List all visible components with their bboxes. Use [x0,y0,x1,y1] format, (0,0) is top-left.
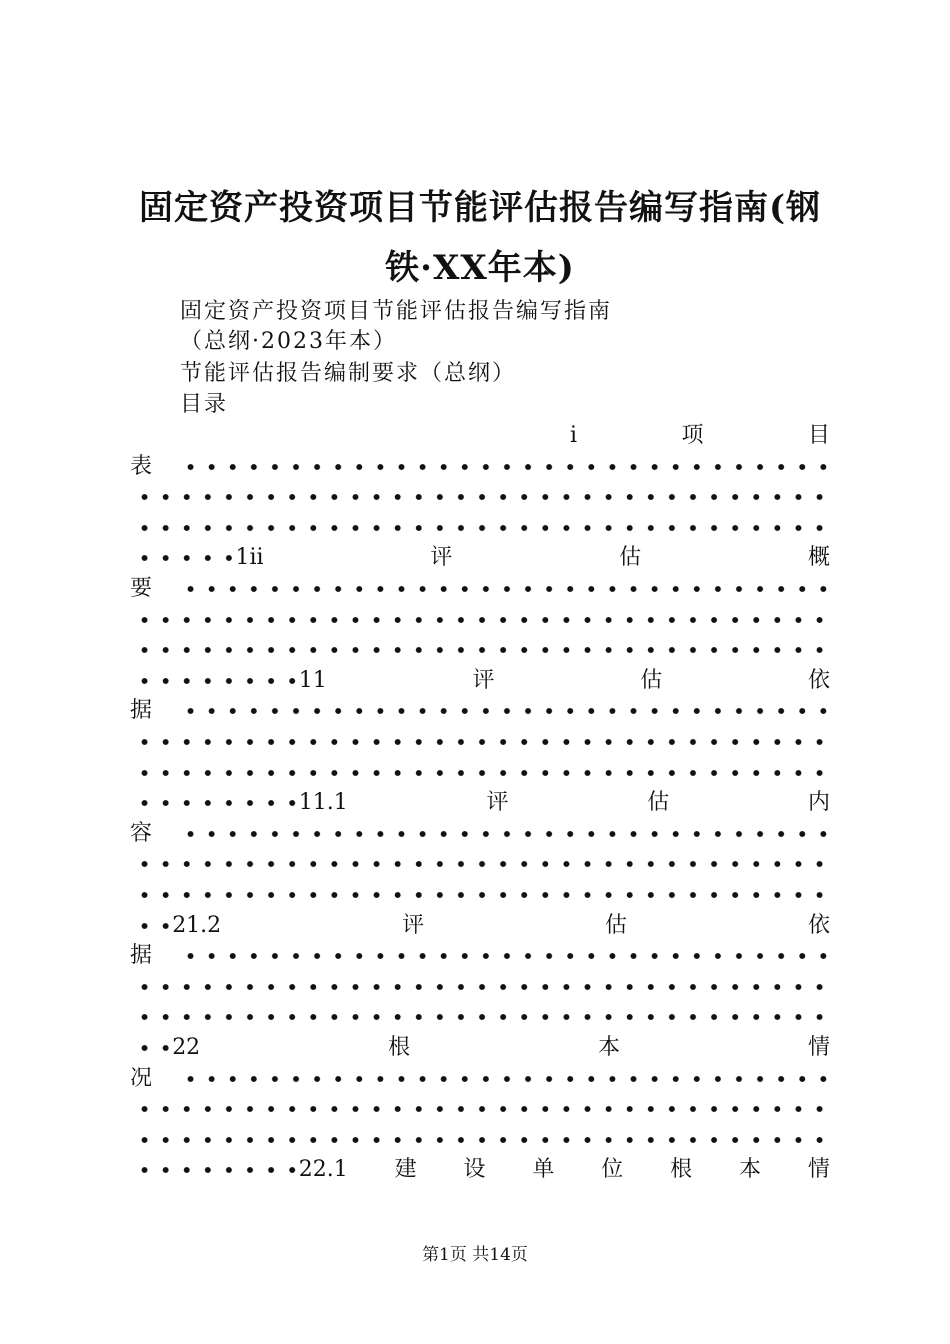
toc-entry-text: 22.1 [298,1157,348,1183]
toc-leader-dots [176,1064,830,1094]
toc-entry-text: 项 [681,423,704,448]
toc-entry-text: 本 [739,1157,762,1183]
toc-entry-text: 评 [430,545,453,571]
toc-leader-dots [176,452,830,482]
toc-entry-text: 评 [472,667,495,693]
toc-leader-dots [130,605,830,635]
toc-entry-text: 22 [172,1035,201,1060]
toc-entry-tail-char: 容 [130,820,153,846]
toc-leader-dots [130,482,830,512]
toc-entry-tail-char: 况 [130,1065,153,1091]
toc-leader-dots [130,1033,172,1063]
toc-entry-text: 依 [807,912,830,938]
toc-leader-dots [130,849,830,879]
toc-entry-head[interactable] [130,788,830,818]
toc-entry-text: 本 [598,1035,621,1060]
toc-leader-dots [130,513,830,543]
toc-entry-text: 1ii [235,545,264,571]
paragraph-toc-heading: 目录 [180,392,229,417]
toc-entry-head[interactable] [130,666,830,696]
toc-entry-text: 情 [807,1035,830,1060]
toc-entry-text: 估 [605,912,628,938]
toc-leader-dots [130,1002,830,1032]
toc-entry-text: 内 [807,790,830,816]
toc-leader-dots [130,788,299,818]
toc-entry-text: 建 [394,1157,417,1183]
toc-entry-tail-char: 据 [130,698,153,724]
toc-leader-dots [130,1125,830,1155]
toc-entry-text: 估 [640,667,663,693]
document-title-line1: 固定资产投资项目节能评估报告编写指南(钢 [138,188,822,228]
toc-entry-tail-char: 要 [130,576,153,601]
toc-entry-text: 估 [647,790,670,816]
toc-entry-text: 估 [619,545,642,571]
toc-leader-dots [176,696,830,726]
toc-leader-dots [130,911,172,941]
paragraph-guide-title: 固定资产投资项目节能评估报告编写指南 [180,299,613,324]
toc-entry-text: 设 [463,1157,486,1183]
toc-leader-dots [130,666,299,696]
toc-leader-dots [130,543,236,573]
paragraph-requirements: 节能评估报告编制要求（总纲） [180,361,517,386]
toc-entry-text: 11 [298,667,327,693]
toc-entry-text: 位 [601,1157,624,1183]
page-footer: 第1页 共14页 [422,1245,528,1265]
toc-entry-tail-char: 据 [130,943,153,969]
toc-leader-dots [130,727,830,757]
toc-entry-head[interactable] [130,421,830,451]
toc-entry-text: i [570,423,578,448]
toc-leader-dots [130,972,830,1002]
toc-entry-text: 11.1 [298,790,348,816]
document-title-line2: 铁·XX年本) [385,248,575,288]
toc-entry-head[interactable] [130,911,830,941]
toc-entry-text: 依 [807,667,830,693]
toc-entry-text: 评 [402,912,425,938]
toc-entry-head[interactable] [130,1155,830,1185]
toc-entry-head[interactable] [130,543,830,573]
toc-entry-text: 概 [807,545,830,571]
toc-leader-dots [130,635,830,665]
toc-leader-dots [130,880,830,910]
toc-leader-dots [130,1155,299,1185]
toc-leader-dots [130,758,830,788]
paragraph-edition: （总纲·2023年本） [180,329,397,354]
toc-entry-text: 目 [807,423,830,448]
toc-leader-dots [176,574,830,604]
toc-entry-text: 评 [486,790,509,816]
toc-leader-dots [176,819,830,849]
toc-entry-text: 21.2 [172,912,222,938]
toc-entry-text: 情 [807,1157,830,1183]
toc-entry-text: 单 [532,1157,555,1183]
toc-entry-head[interactable] [130,1033,830,1063]
toc-entry-text: 根 [388,1035,411,1060]
toc-leader-dots [130,1094,830,1124]
toc-entry-text: 根 [670,1157,693,1183]
toc-leader-dots [176,941,830,971]
toc-entry-tail-char: 表 [130,453,153,479]
